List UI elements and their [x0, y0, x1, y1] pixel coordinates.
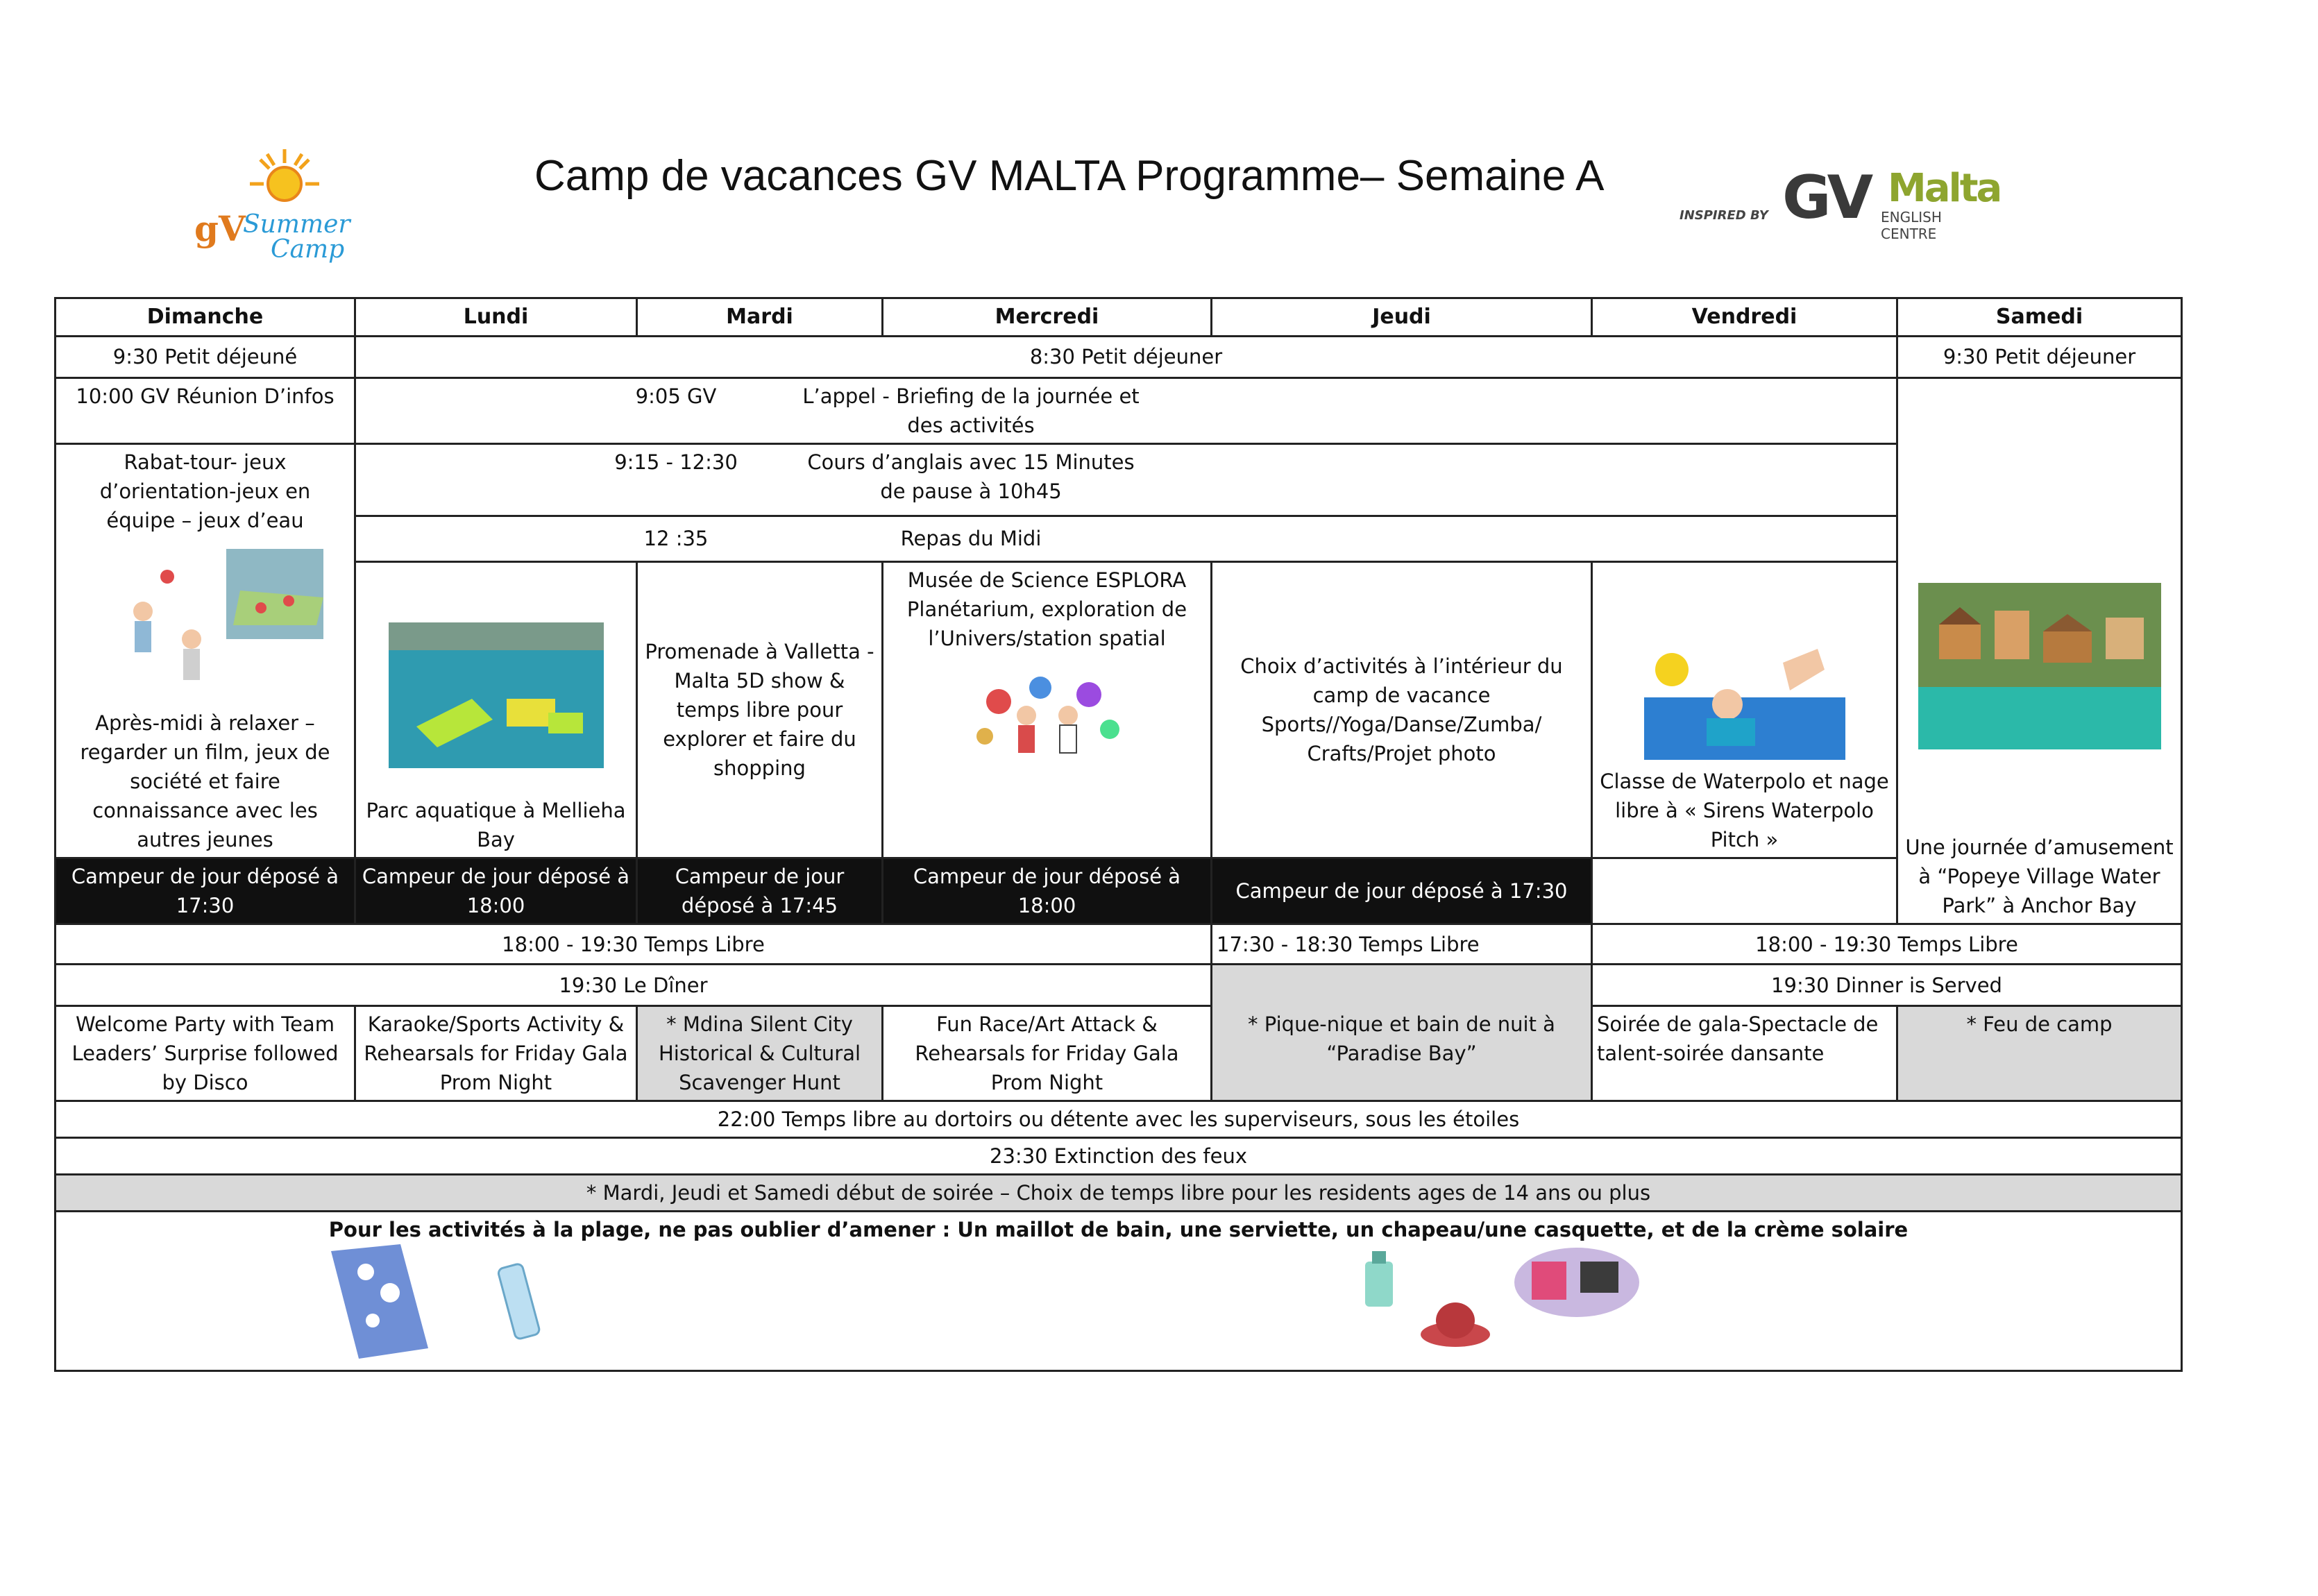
- lunch-time: 12 :35: [643, 527, 709, 551]
- evening-friday: Soirée de gala-Spectacle de talent-soirée dansante: [1592, 1006, 1897, 1101]
- wednesday-afternoon: [883, 561, 1212, 858]
- free-time-thursday: 17:30 - 18:30 Temps Libre: [1212, 924, 1592, 965]
- evening-sunday: Welcome Party with Team Leaders’ Surprise followed by Disco: [56, 1006, 355, 1101]
- evening-monday: Karaoke/Sports Activity & Rehearsals for Friday Gala Prom Night: [355, 1006, 637, 1101]
- monday-afternoon-text: Parc aquatique à Mellieha Bay: [366, 798, 626, 851]
- afternoon-row: [56, 561, 2182, 858]
- lights-out-row: [56, 1138, 2182, 1175]
- evening-note: * Mardi, Jeudi et Samedi début de soirée – Choix de temps libre pour les residents ages de 14 ans ou plus: [56, 1175, 2182, 1212]
- english-row: [56, 443, 2182, 516]
- drop-off-monday: Campeur de jour déposé à 17:30: [56, 858, 355, 924]
- logo-inspired-text: INSPIRED BY: [1680, 208, 1768, 223]
- lunch: [355, 516, 1897, 561]
- lights-out: 23:30 Extinction des feux: [56, 1138, 2182, 1175]
- day-header: Dimanche: [56, 298, 355, 337]
- saturday-day-trip: [1897, 377, 2182, 924]
- logo-malta-text: Malta: [1888, 166, 2001, 211]
- drop-off-tuesday: Campeur de jour déposé à 18:00: [355, 858, 637, 924]
- logo-gv-text: gV: [194, 208, 246, 249]
- evening-saturday: * Feu de camp: [1897, 1006, 2182, 1101]
- roll-call: [355, 377, 1897, 443]
- breakfast-saturday: 9:30 Petit déjeuner: [1897, 336, 2182, 377]
- sunday-afternoon-text: Après-midi à relaxer – regarder un film, jeux de société et faire connaissance avec les autres jeunes: [80, 711, 330, 851]
- day-header: Jeudi: [1212, 298, 1592, 337]
- dinner-english: 19:30 Dinner is Served: [1592, 965, 2182, 1006]
- lunch-row: [56, 516, 2182, 561]
- beach-reminder: [56, 1212, 2182, 1371]
- day-header: Mercredi: [883, 298, 1212, 337]
- dinner-french: 19:30 Le Dîner: [56, 965, 1212, 1006]
- water-bottle-icon: [491, 1251, 546, 1341]
- waterpark-photo: [389, 622, 604, 768]
- saturday-day-trip-text: Une journée d’amusement à “Popeye Village Water Park” à Anchor Bay: [1905, 835, 2174, 918]
- note-row: [56, 1175, 2182, 1212]
- friday-afternoon: [1592, 561, 1897, 858]
- thursday-afternoon: Choix d’activités à l’intérieur du camp de vacance Sports//Yoga/Danse/Zumba/ Crafts/Projet photo: [1212, 561, 1592, 858]
- day-header: Lundi: [355, 298, 637, 337]
- logo-summer-camp-text: Summer Camp: [243, 210, 350, 264]
- drop-off-thursday: Campeur de jour déposé à 18:00: [883, 858, 1212, 924]
- evening-wednesday: Fun Race/Art Attack & Rehearsals for Friday Gala Prom Night: [883, 1006, 1212, 1101]
- roll-call-time: 9:05 GV: [635, 384, 717, 408]
- sunday-activities-text: Rabat-tour- jeux d’orientation-jeux en équipe – jeux d’eau: [99, 450, 311, 532]
- beach-reminder-text: Pour les activités à la plage, ne pas oublier d’amener : Un maillot de bain, une serviette, un chapeau/une casquette, et de la crème solaire: [328, 1218, 1909, 1242]
- drop-off-row: [56, 858, 2182, 924]
- night-free-time: 22:00 Temps libre au dortoirs ou détente avec les superviseurs, sous les étoiles: [56, 1101, 2182, 1138]
- dinner-row: [56, 965, 2182, 1006]
- lunch-text: Repas du Midi: [900, 527, 1042, 551]
- evening-tuesday: * Mdina Silent City Historical & Cultural Scavenger Hunt: [637, 1006, 883, 1101]
- header-row: [56, 298, 2182, 337]
- friday-afternoon-text: Classe de Waterpolo et nage libre à « Sirens Waterpolo Pitch »: [1600, 769, 1889, 851]
- sun-icon: [246, 146, 323, 215]
- schedule-table: [54, 297, 2183, 1372]
- science-illustration: [957, 660, 1137, 757]
- sunscreen-icon: [1358, 1248, 1400, 1310]
- evening-thursday: * Pique-nique et bain de nuit à “Paradise Bay”: [1212, 965, 1592, 1101]
- roll-call-text: L’appel - Briefing de la journée et des activités: [802, 384, 1140, 437]
- beach-row: [56, 1212, 2182, 1371]
- english-class-text: Cours d’anglais avec 15 Minutes de pause à 10h45: [807, 450, 1135, 503]
- drop-off-wednesday: Campeur de jour déposé à 17:45: [637, 858, 883, 924]
- evening-row: [56, 1006, 2182, 1101]
- free-time-row: [56, 924, 2182, 965]
- free-time-fri-sat: 18:00 - 19:30 Temps Libre: [1592, 924, 2182, 965]
- english-class-time: 9:15 - 12:30: [614, 450, 738, 474]
- night-row: [56, 1101, 2182, 1138]
- sunday-meeting: 10:00 GV Réunion D’infos: [56, 377, 355, 443]
- drop-off-friday: Campeur de jour déposé à 17:30: [1212, 858, 1592, 924]
- towel-icon: [324, 1244, 435, 1362]
- gv-malta-logo: [1680, 163, 2001, 242]
- logo-gv-letters: GV: [1782, 163, 1870, 232]
- popeye-village-photo: [1918, 583, 2161, 749]
- breakfast-week: 8:30 Petit déjeuner: [355, 336, 1897, 377]
- summer-camp-logo: [194, 146, 361, 264]
- monday-afternoon: [355, 561, 637, 858]
- waterpolo-illustration: [1644, 642, 1845, 760]
- tuesday-afternoon: Promenade à Valletta - Malta 5D show & temps libre pour explorer et faire du shopping: [637, 561, 883, 858]
- hat-icon: [1414, 1286, 1497, 1355]
- day-header: Mardi: [637, 298, 883, 337]
- roll-call-row: [56, 377, 2182, 443]
- english-class: [355, 443, 1897, 516]
- breakfast-sunday: 9:30 Petit déjeuné: [56, 336, 355, 377]
- day-header: Samedi: [1897, 298, 2182, 337]
- free-time-sun-wed: 18:00 - 19:30 Temps Libre: [56, 924, 1212, 965]
- logo-centre-text: ENGLISH CENTRE: [1881, 209, 1942, 242]
- swimsuit-icon: [1511, 1244, 1643, 1321]
- day-header: Vendredi: [1592, 298, 1897, 337]
- page-title: Camp de vacances GV MALTA Programme– Semaine A: [534, 152, 1605, 200]
- sunday-activities: [56, 443, 355, 858]
- orienteering-illustration: [81, 542, 330, 702]
- breakfast-row: [56, 336, 2182, 377]
- wednesday-afternoon-text: Musée de Science ESPLORA Planétarium, exploration de l’Univers/station spatial: [906, 568, 1187, 650]
